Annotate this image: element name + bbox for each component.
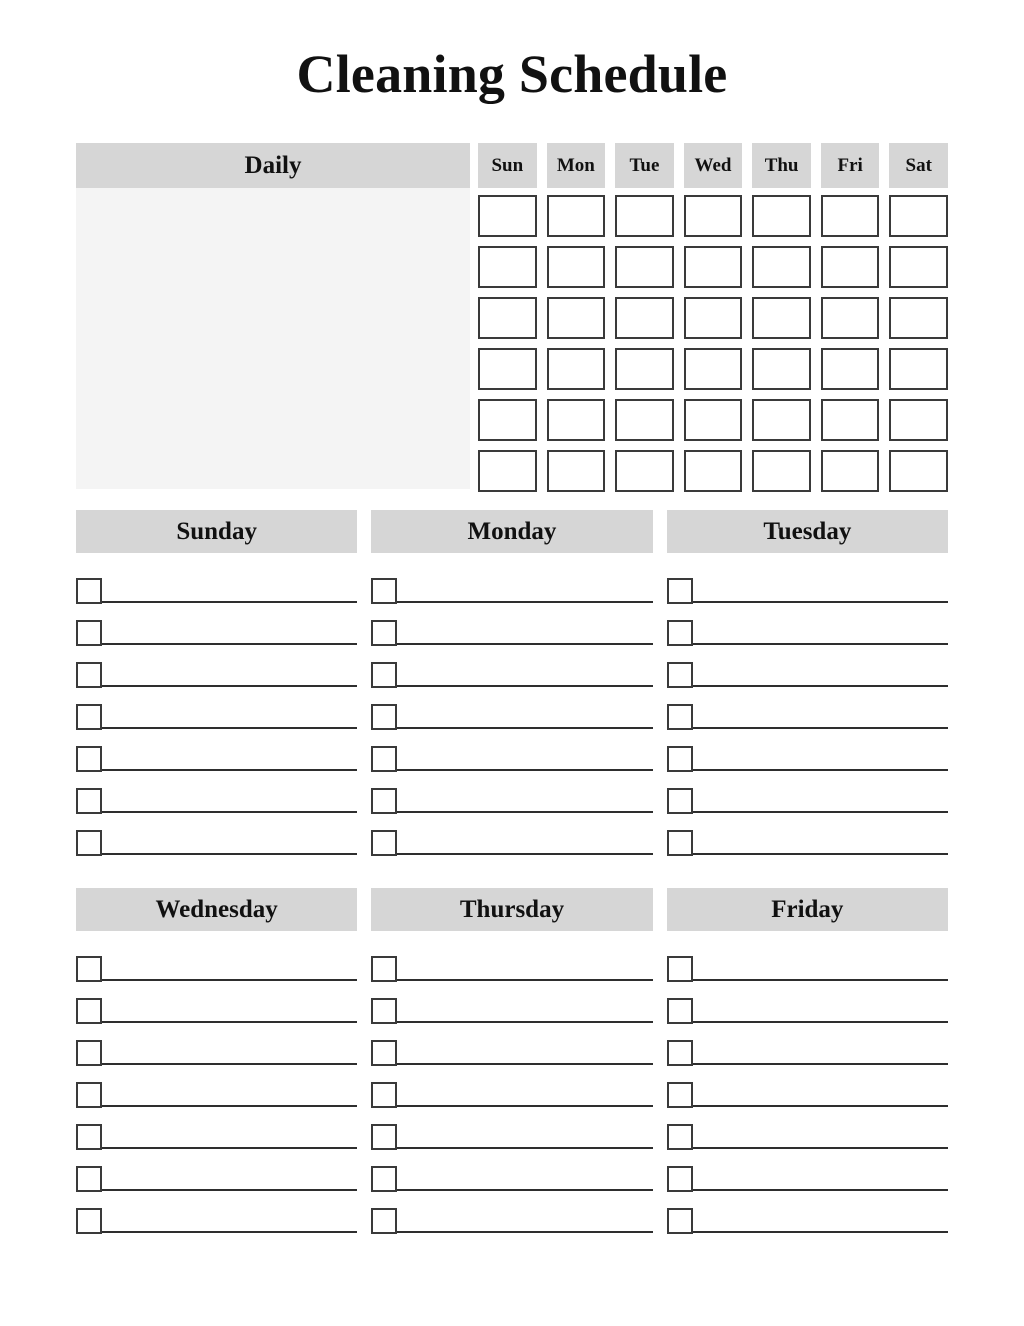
daily-checkbox-sat[interactable] — [889, 399, 948, 441]
task-checkbox-sunday-5[interactable] — [76, 746, 102, 772]
task-input-wednesday-2[interactable] — [102, 1021, 357, 1023]
task-checkbox-thursday-7[interactable] — [371, 1208, 397, 1234]
task-checkbox-monday-1[interactable] — [371, 578, 397, 604]
task-input-sunday-7[interactable] — [102, 853, 357, 855]
task-checkbox-tuesday-4[interactable] — [667, 704, 693, 730]
daily-checkbox-wed[interactable] — [684, 246, 743, 288]
task-row — [76, 647, 357, 689]
daily-checkbox-thu[interactable] — [752, 348, 811, 390]
daily-checkbox-sun[interactable] — [478, 348, 537, 390]
task-row — [667, 1025, 948, 1067]
daily-checkbox-mon[interactable] — [547, 450, 606, 492]
weekly-grid-row — [478, 450, 948, 492]
task-checkbox-friday-5[interactable] — [667, 1124, 693, 1150]
task-input-monday-7[interactable] — [397, 853, 652, 855]
task-checkbox-monday-2[interactable] — [371, 620, 397, 646]
task-row — [76, 563, 357, 605]
task-input-tuesday-3[interactable] — [693, 685, 948, 687]
task-input-sunday-6[interactable] — [102, 811, 357, 813]
task-row — [76, 1151, 357, 1193]
task-input-tuesday-2[interactable] — [693, 643, 948, 645]
daily-panel — [76, 143, 470, 489]
task-input-wednesday-1[interactable] — [102, 979, 357, 981]
task-checkbox-monday-3[interactable] — [371, 662, 397, 688]
daily-checkbox-thu[interactable] — [752, 246, 811, 288]
daily-checkbox-sat[interactable] — [889, 246, 948, 288]
task-checkbox-wednesday-4[interactable] — [76, 1082, 102, 1108]
weekly-grid-row — [478, 348, 948, 390]
task-row — [371, 689, 652, 731]
daily-checkbox-sat[interactable] — [889, 450, 948, 492]
daily-checkbox-fri[interactable] — [821, 195, 880, 237]
weekday-header-row — [478, 143, 948, 188]
daily-checkbox-thu[interactable] — [752, 399, 811, 441]
task-row — [76, 1109, 357, 1151]
task-checkbox-tuesday-3[interactable] — [667, 662, 693, 688]
task-input-friday-3[interactable] — [693, 1063, 948, 1065]
task-input-friday-4[interactable] — [693, 1105, 948, 1107]
day-section-monday — [371, 510, 652, 857]
daily-checkbox-thu[interactable] — [752, 195, 811, 237]
day-header-wednesday: Wednesday — [76, 888, 357, 931]
task-row — [76, 1193, 357, 1235]
daily-checkbox-fri[interactable] — [821, 399, 880, 441]
weekday-header-sun: Sun — [478, 143, 537, 188]
task-input-wednesday-5[interactable] — [102, 1147, 357, 1149]
task-input-thursday-7[interactable] — [397, 1231, 652, 1233]
daily-header: Daily — [76, 143, 470, 188]
task-input-sunday-5[interactable] — [102, 769, 357, 771]
weekly-checkbox-rows — [478, 195, 948, 492]
task-checkbox-thursday-6[interactable] — [371, 1166, 397, 1192]
daily-checkbox-wed[interactable] — [684, 195, 743, 237]
task-checkbox-monday-6[interactable] — [371, 788, 397, 814]
day-section-sunday — [76, 510, 357, 857]
task-input-friday-1[interactable] — [693, 979, 948, 981]
weekday-header-sat: Sat — [889, 143, 948, 188]
task-row — [371, 983, 652, 1025]
task-row — [76, 1025, 357, 1067]
task-input-monday-5[interactable] — [397, 769, 652, 771]
task-checkbox-sunday-1[interactable] — [76, 578, 102, 604]
task-checkbox-tuesday-5[interactable] — [667, 746, 693, 772]
task-checkbox-wednesday-6[interactable] — [76, 1166, 102, 1192]
task-checkbox-tuesday-2[interactable] — [667, 620, 693, 646]
daily-checkbox-mon[interactable] — [547, 297, 606, 339]
daily-checkbox-mon[interactable] — [547, 399, 606, 441]
task-row — [667, 941, 948, 983]
daily-checkbox-wed[interactable] — [684, 399, 743, 441]
task-input-tuesday-6[interactable] — [693, 811, 948, 813]
task-row — [371, 1193, 652, 1235]
day-section-tuesday — [667, 510, 948, 857]
task-input-sunday-4[interactable] — [102, 727, 357, 729]
task-checkbox-tuesday-7[interactable] — [667, 830, 693, 856]
daily-checkbox-sun[interactable] — [478, 450, 537, 492]
task-input-wednesday-7[interactable] — [102, 1231, 357, 1233]
daily-checkbox-thu[interactable] — [752, 450, 811, 492]
weekly-grid-row — [478, 399, 948, 441]
day-section-wednesday — [76, 888, 357, 1235]
daily-checkbox-fri[interactable] — [821, 450, 880, 492]
weekly-grid-row — [478, 246, 948, 288]
task-input-friday-5[interactable] — [693, 1147, 948, 1149]
task-checkbox-wednesday-2[interactable] — [76, 998, 102, 1024]
daily-checkbox-sat[interactable] — [889, 195, 948, 237]
task-checkbox-monday-5[interactable] — [371, 746, 397, 772]
task-input-thursday-2[interactable] — [397, 1021, 652, 1023]
task-list-monday — [371, 563, 652, 857]
daily-checkbox-mon[interactable] — [547, 195, 606, 237]
task-row — [371, 1067, 652, 1109]
daily-checkbox-thu[interactable] — [752, 297, 811, 339]
weekly-grid-row — [478, 297, 948, 339]
daily-checkbox-tue[interactable] — [615, 399, 674, 441]
task-row — [371, 647, 652, 689]
task-checkbox-thursday-2[interactable] — [371, 998, 397, 1024]
task-input-thursday-6[interactable] — [397, 1189, 652, 1191]
task-checkbox-thursday-4[interactable] — [371, 1082, 397, 1108]
task-row — [667, 689, 948, 731]
task-input-sunday-1[interactable] — [102, 601, 357, 603]
daily-checkbox-mon[interactable] — [547, 348, 606, 390]
task-row — [371, 815, 652, 857]
task-row — [371, 941, 652, 983]
daily-checkbox-sun[interactable] — [478, 195, 537, 237]
task-row — [667, 1109, 948, 1151]
task-input-friday-6[interactable] — [693, 1189, 948, 1191]
task-input-tuesday-1[interactable] — [693, 601, 948, 603]
page-title: Cleaning Schedule — [296, 44, 728, 104]
task-row — [371, 563, 652, 605]
task-input-tuesday-4[interactable] — [693, 727, 948, 729]
task-checkbox-sunday-4[interactable] — [76, 704, 102, 730]
task-input-monday-1[interactable] — [397, 601, 652, 603]
daily-checkbox-tue[interactable] — [615, 195, 674, 237]
task-input-sunday-3[interactable] — [102, 685, 357, 687]
weekly-grid-row — [478, 195, 948, 237]
day-section-row — [76, 888, 948, 1235]
task-row — [667, 773, 948, 815]
day-section-thursday — [371, 888, 652, 1235]
daily-checkbox-fri[interactable] — [821, 246, 880, 288]
weekday-header-thu: Thu — [752, 143, 811, 188]
task-checkbox-monday-4[interactable] — [371, 704, 397, 730]
task-checkbox-friday-4[interactable] — [667, 1082, 693, 1108]
task-checkbox-wednesday-3[interactable] — [76, 1040, 102, 1066]
task-list-tuesday — [667, 563, 948, 857]
task-row — [667, 605, 948, 647]
task-row — [371, 731, 652, 773]
daily-checkbox-wed[interactable] — [684, 297, 743, 339]
task-checkbox-sunday-6[interactable] — [76, 788, 102, 814]
day-header-tuesday: Tuesday — [667, 510, 948, 553]
task-input-wednesday-4[interactable] — [102, 1105, 357, 1107]
daily-checkbox-fri[interactable] — [821, 297, 880, 339]
task-checkbox-tuesday-6[interactable] — [667, 788, 693, 814]
task-checkbox-friday-1[interactable] — [667, 956, 693, 982]
task-input-thursday-5[interactable] — [397, 1147, 652, 1149]
task-row — [76, 941, 357, 983]
task-row — [667, 647, 948, 689]
daily-checkbox-tue[interactable] — [615, 246, 674, 288]
task-checkbox-friday-7[interactable] — [667, 1208, 693, 1234]
day-header-sunday: Sunday — [76, 510, 357, 553]
task-input-monday-6[interactable] — [397, 811, 652, 813]
task-row — [667, 1151, 948, 1193]
weekday-header-tue: Tue — [615, 143, 674, 188]
task-checkbox-wednesday-1[interactable] — [76, 956, 102, 982]
daily-checkbox-sat[interactable] — [889, 297, 948, 339]
task-list-wednesday — [76, 941, 357, 1235]
day-sections — [76, 510, 948, 1235]
task-row — [371, 605, 652, 647]
weekday-header-wed: Wed — [684, 143, 743, 188]
task-row — [76, 815, 357, 857]
daily-section — [76, 143, 948, 491]
task-checkbox-thursday-5[interactable] — [371, 1124, 397, 1150]
weekday-header-mon: Mon — [547, 143, 606, 188]
task-checkbox-friday-6[interactable] — [667, 1166, 693, 1192]
task-input-monday-4[interactable] — [397, 727, 652, 729]
daily-checkbox-sun[interactable] — [478, 399, 537, 441]
task-checkbox-thursday-3[interactable] — [371, 1040, 397, 1066]
task-input-tuesday-5[interactable] — [693, 769, 948, 771]
task-input-wednesday-6[interactable] — [102, 1189, 357, 1191]
task-row — [667, 815, 948, 857]
task-checkbox-friday-3[interactable] — [667, 1040, 693, 1066]
task-row — [667, 731, 948, 773]
task-checkbox-monday-7[interactable] — [371, 830, 397, 856]
day-section-row — [76, 510, 948, 857]
task-input-monday-2[interactable] — [397, 643, 652, 645]
task-list-sunday — [76, 563, 357, 857]
task-checkbox-friday-2[interactable] — [667, 998, 693, 1024]
task-checkbox-wednesday-5[interactable] — [76, 1124, 102, 1150]
task-checkbox-sunday-7[interactable] — [76, 830, 102, 856]
task-row — [76, 731, 357, 773]
daily-checkbox-wed[interactable] — [684, 450, 743, 492]
task-input-wednesday-3[interactable] — [102, 1063, 357, 1065]
task-input-thursday-1[interactable] — [397, 979, 652, 981]
task-input-thursday-4[interactable] — [397, 1105, 652, 1107]
daily-checkbox-wed[interactable] — [684, 348, 743, 390]
task-input-sunday-2[interactable] — [102, 643, 357, 645]
task-checkbox-tuesday-1[interactable] — [667, 578, 693, 604]
task-row — [76, 605, 357, 647]
daily-checkbox-sun[interactable] — [478, 246, 537, 288]
task-row — [667, 1193, 948, 1235]
task-input-friday-2[interactable] — [693, 1021, 948, 1023]
task-checkbox-wednesday-7[interactable] — [76, 1208, 102, 1234]
weekly-grid — [478, 143, 948, 492]
daily-notes-area[interactable] — [76, 188, 470, 489]
task-row — [371, 1025, 652, 1067]
task-input-thursday-3[interactable] — [397, 1063, 652, 1065]
daily-checkbox-sat[interactable] — [889, 348, 948, 390]
task-row — [371, 773, 652, 815]
task-row — [667, 1067, 948, 1109]
task-list-thursday — [371, 941, 652, 1235]
task-list-friday — [667, 941, 948, 1235]
task-row — [371, 1109, 652, 1151]
task-checkbox-thursday-1[interactable] — [371, 956, 397, 982]
task-row — [76, 773, 357, 815]
daily-checkbox-mon[interactable] — [547, 246, 606, 288]
task-row — [371, 1151, 652, 1193]
daily-checkbox-sun[interactable] — [478, 297, 537, 339]
task-input-tuesday-7[interactable] — [693, 853, 948, 855]
weekday-header-fri: Fri — [821, 143, 880, 188]
task-row — [667, 563, 948, 605]
daily-checkbox-tue[interactable] — [615, 297, 674, 339]
day-header-thursday: Thursday — [371, 888, 652, 931]
task-input-monday-3[interactable] — [397, 685, 652, 687]
daily-checkbox-tue[interactable] — [615, 348, 674, 390]
task-row — [76, 983, 357, 1025]
task-row — [667, 983, 948, 1025]
daily-checkbox-fri[interactable] — [821, 348, 880, 390]
day-header-monday: Monday — [371, 510, 652, 553]
day-section-friday — [667, 888, 948, 1235]
daily-checkbox-tue[interactable] — [615, 450, 674, 492]
task-input-friday-7[interactable] — [693, 1231, 948, 1233]
task-checkbox-sunday-2[interactable] — [76, 620, 102, 646]
task-row — [76, 1067, 357, 1109]
task-row — [76, 689, 357, 731]
day-header-friday: Friday — [667, 888, 948, 931]
task-checkbox-sunday-3[interactable] — [76, 662, 102, 688]
